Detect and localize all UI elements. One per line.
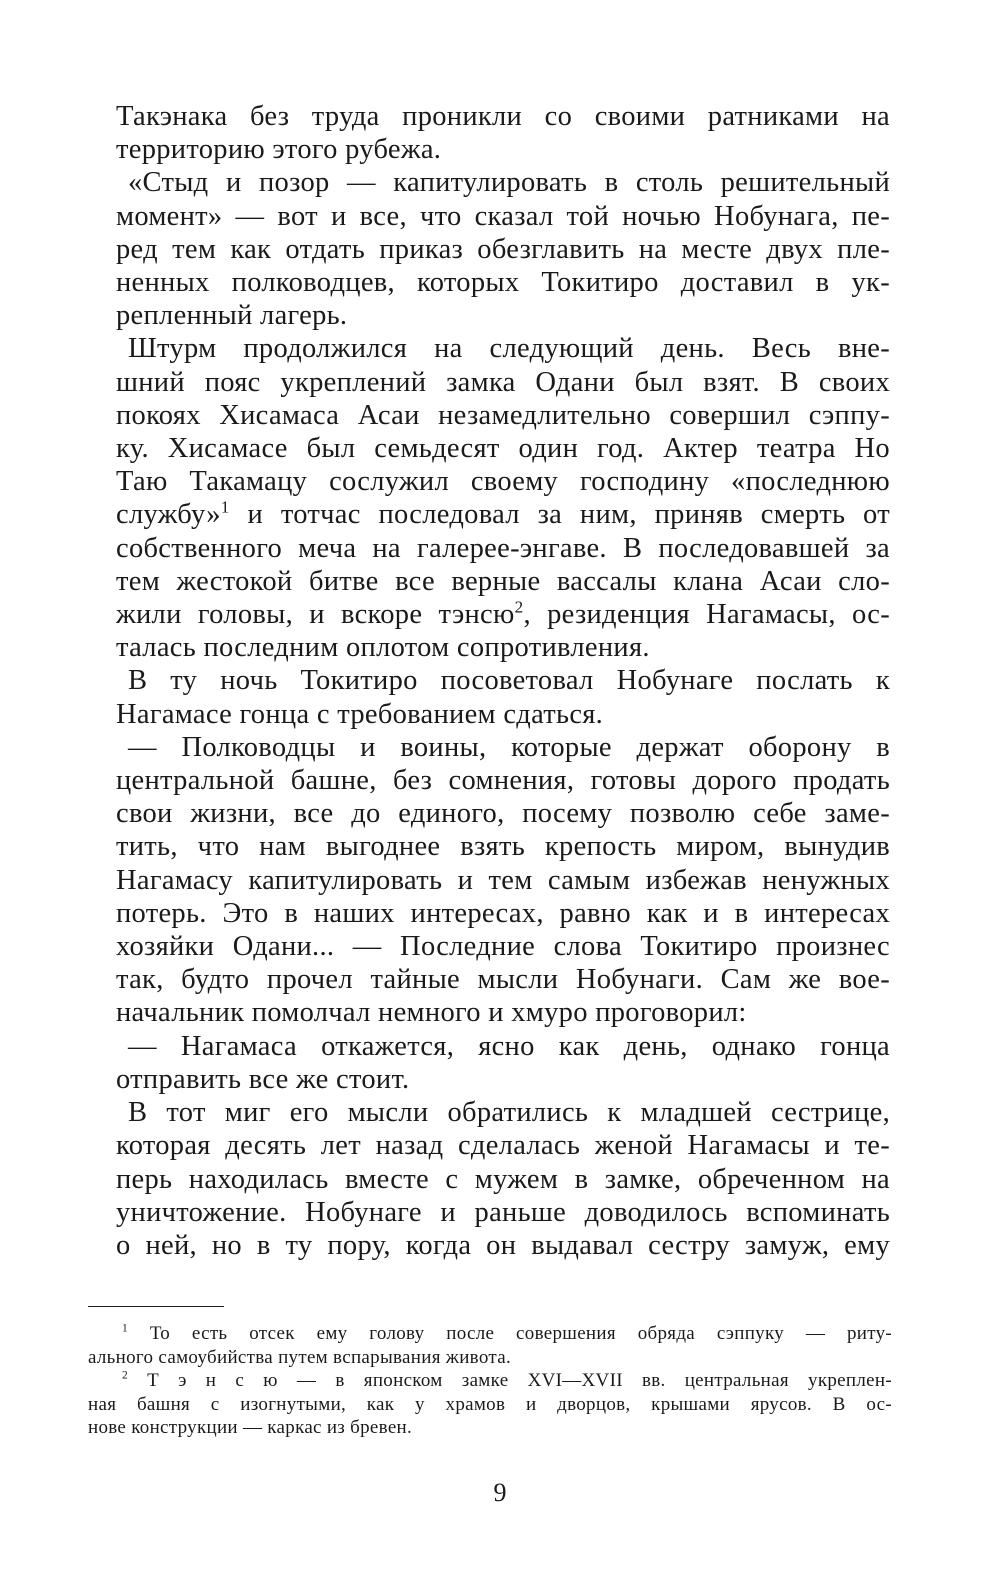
text-line: которая десять лет назад сделалась женой Нагамасы и те- [116, 1130, 890, 1162]
text-line: центральной башне, без сомнения, готовы дорого продать [116, 765, 890, 797]
text-segment: службу» [116, 499, 221, 531]
text-line: талась последним оплотом сопротивления. [116, 632, 650, 664]
text-line: перь находилась вместе с мужем в замке, обреченном на [116, 1163, 890, 1195]
footnote-line: нове конструкции — каркас из бревен. [88, 1417, 413, 1438]
text-line: ненных полководцев, которых Токитиро доставил в ук- [116, 267, 890, 299]
text-line: «Стыд и позор — капитулировать в столь решительный [128, 167, 890, 199]
text-line: Такэнака без труда проникли со своими ратниками на [116, 101, 890, 132]
text-line: потерь. Это в наших интересах, равно как и в интересах [116, 897, 890, 929]
footnote-ref: 1 [220, 497, 230, 517]
text-line: Штурм продолжился на следующий день. Весь вне- [128, 333, 890, 365]
text-line: В тот миг его мысли обратились к младшей сестрице, [128, 1097, 890, 1129]
text-line: покоях Хисамаса Асаи незамедлительно совершил сэппу- [116, 399, 890, 431]
text-line: — Нагамаса откажется, ясно как день, однако гонца [128, 1030, 890, 1062]
text-line: о ней, но в ту пору, когда он выдавал сестру замуж, ему [116, 1229, 890, 1261]
text-line: хозяйки Одани... — Последние слова Токитиро произнес [116, 931, 890, 963]
text-segment: , резиденция Нагамасы, ос- [523, 599, 890, 631]
footnote-separator [88, 1306, 224, 1307]
text-line: репленный лагерь. [116, 300, 348, 332]
footnote-line: ная башня с изогнутыми, как у храмов и дворцов, крышами ярусов. В ос- [88, 1393, 892, 1415]
text-line: уничтожение. Нобунаге и раньше доводилось вспоминать [116, 1196, 890, 1228]
text-segment: и тотчас последовал за ним, приняв смерть от [229, 499, 890, 531]
footnote-line [88, 1322, 892, 1346]
body-text [116, 100, 890, 1262]
text-line: ку. Хисамасе был семьдесят один год. Актер театра Но [116, 433, 890, 465]
text-line [116, 598, 890, 631]
text-line: тить, что нам выгоднее взять крепость миром, вынудив [116, 831, 890, 863]
text-line: Таю Такамацу сослужил своему господину «последнюю [116, 466, 890, 498]
text-line: территорию этого рубежа. [116, 134, 442, 166]
text-line: ред тем как отдать приказ обезглавить на месте двух пле- [116, 233, 890, 265]
footnote-text: То есть отсек ему голову после совершения обряда сэппуку — риту- [149, 1323, 892, 1344]
footnote-mark: 2 [122, 1369, 128, 1382]
text-segment: жили головы, и вскоре тэнсю [116, 599, 515, 631]
footnotes [88, 1322, 892, 1440]
footnote-line: ального самоубийства путем вспарывания живота. [88, 1346, 511, 1368]
text-line: отправить все же стоит. [116, 1063, 410, 1095]
text-line: В ту ночь Токитиро посоветовал Нобунаге послать к [128, 665, 890, 697]
footnote-text: Т э н с ю — в японском замке XVI—XVII вв. центральная укреплен- [147, 1370, 892, 1391]
text-line: собственного меча на галерее-энгаве. В последовавшей за [116, 532, 890, 564]
text-line: так, будто прочел тайные мысли Нобунаги. Сам же вое- [116, 964, 890, 996]
footnote-line [88, 1369, 892, 1393]
text-line: Нагамасу капитулировать и тем самым избежав ненужных [116, 864, 890, 896]
text-line [116, 498, 890, 531]
text-line: — Полководцы и воины, которые держат оборону в [128, 731, 890, 763]
text-line: начальник помолчал немного и хмуро проговорил: [116, 997, 747, 1029]
text-line: Нагамасе гонца с требованием сдаться. [116, 698, 604, 730]
text-line: свои жизни, все до единого, посему позволю себе заме- [116, 798, 890, 830]
text-line: шний пояс укреплений замка Одани был взят. В своих [116, 366, 890, 398]
footnote-mark: 1 [122, 1322, 128, 1335]
text-line: момент» — вот и все, что сказал той ночью Нобунага, пе- [116, 200, 890, 232]
text-line: тем жестокой битве все верные вассалы клана Асаи сло- [116, 565, 890, 597]
page-number: 9 [493, 1478, 507, 1507]
footnote-ref: 2 [514, 597, 524, 617]
